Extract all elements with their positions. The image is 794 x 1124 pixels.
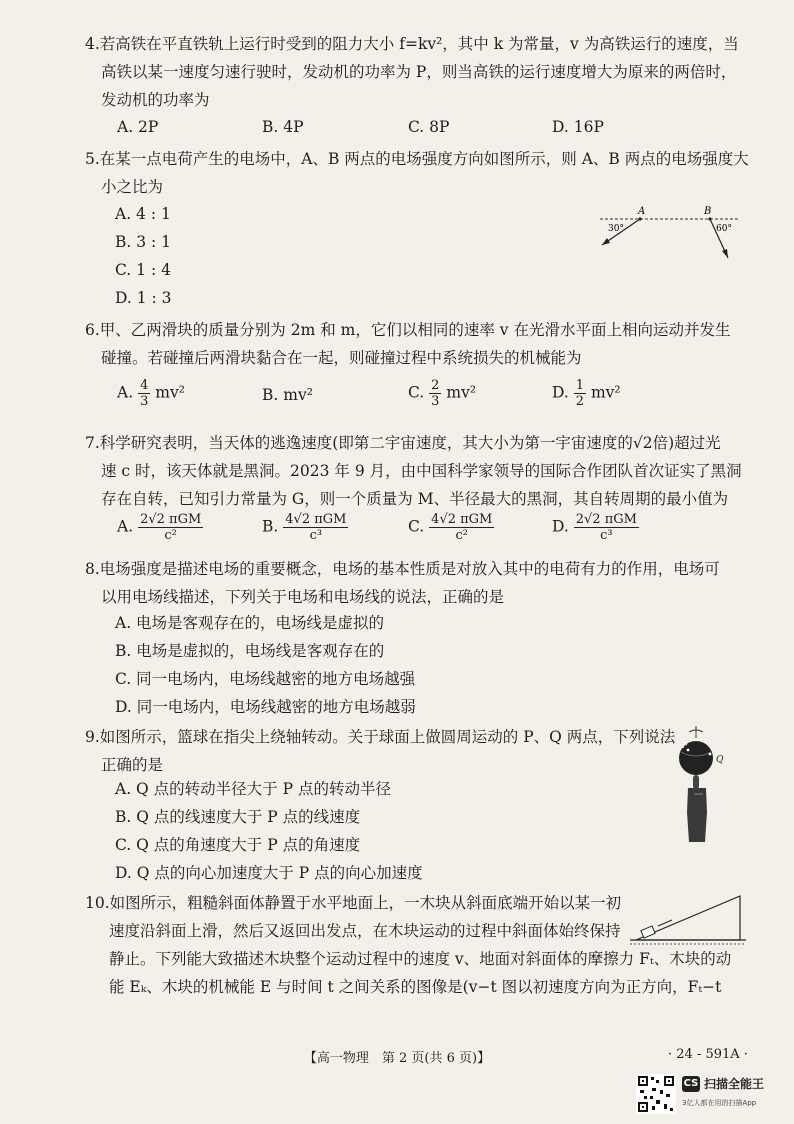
question-8-option-d: D. 同一电场内，电场线越密的地方电场越弱: [115, 698, 416, 716]
finger: [693, 775, 699, 789]
question-4-line-3: 发动机的功率为: [101, 91, 210, 109]
question-5-option-c: C. 1 : 4: [115, 261, 171, 279]
question-7-line-2: 速 c 时，该天体就是黑洞。2023 年 9 月，由中国科学家领导的国际合作团队首次证实了黑洞: [101, 462, 742, 480]
label-p: P: [682, 741, 688, 750]
cs-badge-icon: CS: [682, 1076, 700, 1092]
arrowhead-a: [602, 238, 610, 245]
label-a: A: [638, 206, 646, 217]
angle-b: 60°: [716, 224, 732, 234]
incline-figure: [628, 886, 748, 946]
question-9: [85, 723, 740, 779]
question-7-line-3: 存在自转，已知引力常量为 G，则一个质量为 M、半径最大的黑洞，其自转周期的最小值为: [101, 490, 729, 508]
fraction: $\frac{\text{2√2 πGM}}{\text{c²}}$: [140, 512, 202, 543]
question-6-line-2: 碰撞。若碰撞后两滑块黏合在一起，则碰撞过程中系统损失的机械能为: [101, 349, 582, 367]
question-7-line-1: 7.科学研究表明，当天体的逃逸速度(即第二宇宙速度，其大小为第一宇宙速度的√2倍)超过光: [85, 434, 721, 452]
question-10-line-2: 速度沿斜面上滑，然后又返回出发点，在木块运动的过程中斜面体始终保持: [109, 922, 621, 940]
option-c: C. $\frac{2}{3}$ mv²: [408, 378, 477, 409]
question-4-line-1: 4.若高铁在平直铁轨上运行时受到的阻力大小 f=kv²，其中 k 为常量，v 为高铁运行的速度，当: [85, 35, 739, 53]
question-6: [85, 316, 740, 372]
question-5: [85, 145, 749, 201]
option-d: D. $\frac{1}{2}$ mv²: [552, 378, 621, 409]
electric-field-figure: [596, 200, 746, 270]
label-b: B: [704, 206, 712, 217]
question-8-line-2: 以用电场线描述，下列关于电场和电场线的说法，正确的是: [101, 588, 505, 606]
fraction: $\frac{\text{4√2 πGM}}{\text{c³}}$: [285, 512, 347, 543]
label-q: Q: [716, 755, 724, 765]
fraction: $\frac{2}{3}$: [431, 378, 440, 409]
question-9-line-1: 9.如图所示，篮球在指尖上绕轴转动。关于球面上做圆周运动的 P、Q 两点，下列说法: [85, 728, 676, 746]
fraction: $\frac{\text{4√2 πGM}}{\text{c²}}$: [431, 512, 493, 543]
option-a: A. $\frac{4}{3}$ mv²: [117, 378, 185, 409]
arrowhead-b: [722, 249, 728, 258]
option-a: A. 2P: [117, 118, 159, 136]
question-9-option-c: C. Q 点的角速度大于 P 点的角速度: [115, 836, 361, 854]
option-d: D. 16P: [552, 118, 604, 136]
option-d: D. $\frac{\text{2√2 πGM}}{\text{c³}}$: [552, 512, 637, 543]
scanner-watermark: [636, 1074, 786, 1118]
question-5-option-a: A. 4 : 1: [115, 205, 171, 223]
angle-a: 30°: [608, 224, 624, 234]
point-q-dot: [709, 753, 712, 756]
question-4: [85, 30, 740, 114]
question-9-option-d: D. Q 点的向心加速度大于 P 点的向心加速度: [115, 864, 423, 882]
option-c: C. $\frac{\text{4√2 πGM}}{\text{c²}}$: [408, 512, 493, 543]
question-10-line-3: 静止。下列能大致描述木块整个运动过程中的速度 v、地面对斜面体的摩擦力 Fₜ、木块的动: [109, 950, 732, 968]
question-9-line-2: 正确的是: [101, 756, 164, 774]
option-b: B. $\frac{\text{4√2 πGM}}{\text{c³}}$: [262, 512, 347, 543]
question-10-line-4: 能 Eₖ、木块的机械能 E 与时间 t 之间关系的图像是(v−t 图以初速度方向为正方向，Fₜ−t: [109, 978, 722, 996]
footer-title: 【高一物理 第 2 页(共 6 页)】: [303, 1051, 491, 1066]
question-5-line-1: 5.在某一点电荷产生的电场中，A、B 两点的电场强度方向如图所示，则 A、B 两点的电场强度大: [85, 150, 749, 168]
paper-code: · 24 - 591A ·: [668, 1047, 748, 1062]
fraction: $\frac{1}{2}$: [575, 378, 585, 409]
question-6-line-1: 6.甲、乙两滑块的质量分别为 2m 和 m，它们以相同的速率 v 在光滑水平面上相向运动并发生: [85, 321, 731, 339]
fraction: $\frac{4}{3}$: [140, 378, 149, 409]
question-7: [85, 429, 740, 513]
option-c: C. 8P: [408, 118, 450, 136]
qr-code-icon: [636, 1074, 676, 1114]
option-a: A. $\frac{\text{2√2 πGM}}{\text{c²}}$: [117, 512, 202, 543]
hand: [687, 788, 707, 842]
question-9-option-b: B. Q 点的线速度大于 P 点的线速度: [115, 808, 361, 826]
question-5-option-b: B. 3 : 1: [115, 233, 172, 251]
question-8-option-b: B. 电场是虚拟的，电场线是客观存在的: [115, 642, 385, 660]
question-9-option-a: A. Q 点的转动半径大于 P 点的转动半径: [115, 780, 391, 798]
question-5-option-d: D. 1 : 3: [115, 289, 172, 307]
question-10-line-1: 10.如图所示，粗糙斜面体静置于水平地面上，一木块从斜面底端开始以某一初: [85, 894, 622, 912]
question-8-line-1: 8.电场强度是描述电场的重要概念，电场的基本性质是对放入其中的电荷有力的作用，电场可: [85, 560, 720, 578]
question-8: [85, 555, 740, 611]
question-5-line-2: 小之比为: [101, 178, 164, 196]
option-b: B. mv²: [262, 386, 313, 404]
fraction: $\frac{\text{2√2 πGM}}{\text{c³}}$: [575, 512, 637, 543]
app-name: 扫描全能王: [704, 1077, 765, 1091]
option-b: B. 4P: [262, 118, 304, 136]
question-8-option-a: A. 电场是客观存在的，电场线是虚拟的: [115, 614, 385, 632]
basketball-finger-figure: [676, 724, 746, 844]
wooden-block: [641, 926, 655, 938]
question-8-option-c: C. 同一电场内，电场线越密的地方电场越强: [115, 670, 416, 688]
app-tagline: 3亿人都在用的扫描App: [682, 1099, 757, 1107]
question-4-line-2: 高铁以某一速度匀速行驶时，发动机的功率为 P，则当高铁的运行速度增大为原来的两倍时，: [101, 63, 737, 81]
